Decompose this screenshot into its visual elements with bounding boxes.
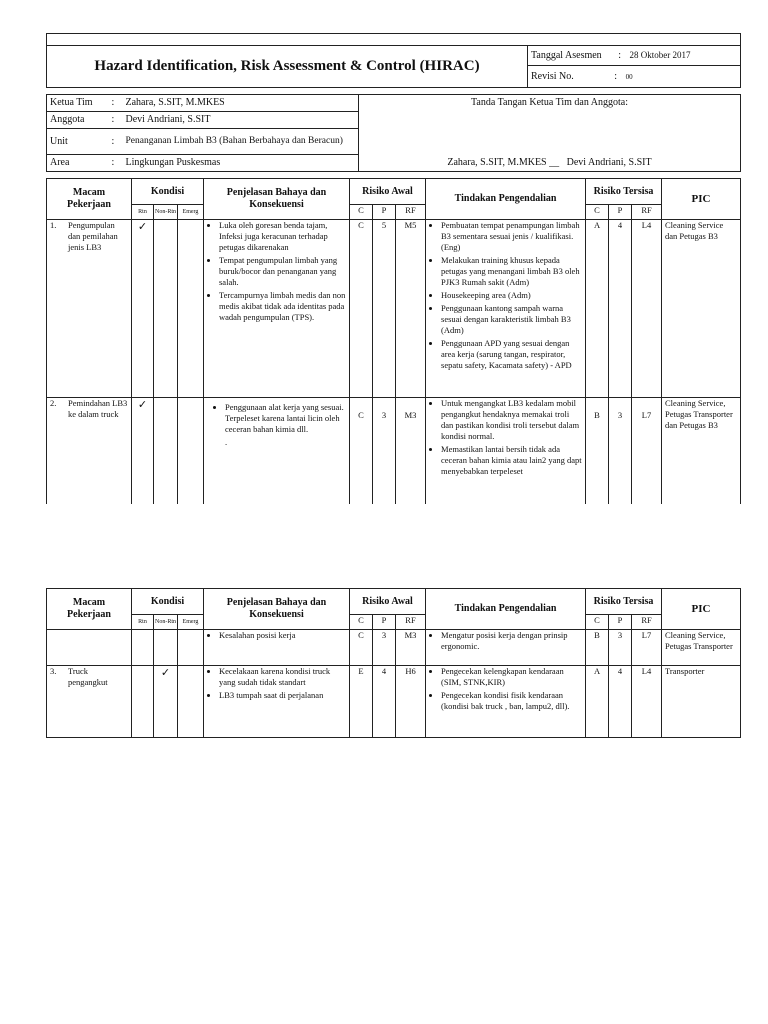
action-item: • Pembuatan tempat penampungan limbah B3 sementara sesuai jenis / kualifikasi. (Eng) [441,220,582,253]
macam-text: Pengumpulan dan pemilahan jenis LB3 [68,220,118,252]
action-item: • Penggunaan kantong sampah warna sesuai dengan karakteristik limbah B3 (Adm) [441,303,582,336]
hazard-item: • Kesalahan posisi kerja [219,630,346,641]
residual-rf: L7 [632,398,662,504]
hazard-cell [204,630,350,666]
ketua-label: Ketua Tim [47,95,109,112]
risk-rf: M5 [396,220,426,398]
emerg-cell [178,630,204,666]
row-number: 1. [50,220,57,230]
col-rf-tersisa: RF [632,615,662,630]
col-rf: RF [396,615,426,630]
anggota-value: Devi Andriani, S.SIT [123,112,359,129]
col-kondisi: Kondisi [132,589,204,615]
document-title: Hazard Identification, Risk Assessment & Control (HIRAC) [47,46,528,88]
risk-c: C [350,398,373,504]
col-p-tersisa: P [609,615,632,630]
col-penjelasan: Penjelasan Bahaya dan Konsekuensi [204,179,350,220]
pic-cell: Cleaning Service, Petugas Transporter [662,630,741,666]
col-c-tersisa: C [586,205,609,220]
revisi-colon: : [614,71,618,82]
risk-rf: M3 [396,398,426,504]
action-item: • Housekeeping area (Adm) [441,290,582,301]
col-emerg: Emerg [178,205,204,220]
action-cell [426,398,586,504]
non-rtn-cell [154,398,178,504]
residual-c: A [586,666,609,738]
signature-names: Zahara, S.SIT, M.MKES __ Devi Andriani, S.SIT [447,157,652,168]
col-p: P [373,205,396,220]
col-tindakan: Tindakan Pengendalian [426,179,586,220]
action-list [429,220,582,371]
macam-cell [47,220,132,398]
non-rtn-cell [154,220,178,398]
risk-rf: M3 [396,630,426,666]
unit-value: Penanganan Limbah B3 (Bahan Berbahaya dan Beracun) [123,129,359,155]
rtn-cell [132,666,154,738]
risk-c: C [350,220,373,398]
col-c: C [350,615,373,630]
table-row [47,666,741,738]
residual-p: 3 [609,630,632,666]
hazard-list [207,666,346,701]
hazard-cell [204,220,350,398]
residual-c: A [586,220,609,398]
col-pic: PIC [662,179,741,220]
residual-c: B [586,630,609,666]
header-table [46,33,741,88]
table-header [47,589,741,630]
col-emerg: Emerg [178,615,204,630]
col-macam: Macam Pekerjaan [47,589,132,630]
row-number: 3. [50,666,57,676]
macam-cell [47,666,132,738]
pic-cell: Cleaning Service dan Petugas B3 [662,220,741,398]
col-risiko-tersisa: Risiko Tersisa [586,589,662,615]
col-p: P [373,615,396,630]
hazard-item: • Luka oleh goresan benda tajam, Infeksi juga keracunan terhadap petugas dikarenakan [219,220,346,253]
col-rf: RF [396,205,426,220]
table-header [47,179,741,220]
tanggal-label: Tanggal Asesmen [531,50,602,61]
tanggal-asesmen [528,46,741,66]
col-non-rtn: Non-Rtn [154,205,178,220]
hazard-item: • LB3 tumpah saat di perjalanan [219,690,346,701]
check-non-rtn: ✓ [154,666,178,738]
check-rtn: ✓ [132,220,154,398]
risk-c: C [350,630,373,666]
non-rtn-cell [154,630,178,666]
risk-rf: H6 [396,666,426,738]
action-item: • Memastikan lantai bersih tidak ada ceceran bahan kimia atau lain2 yang dapt menyebabkan terpeleset [441,444,582,477]
signature-area [359,95,741,172]
col-rtn: Rtn [132,205,154,220]
residual-p: 4 [609,666,632,738]
check-rtn: ✓ [132,398,154,504]
hazard-list [207,402,346,435]
risk-p: 3 [373,630,396,666]
hazard-list [207,630,346,641]
area-colon: : [109,155,123,172]
hirac-table-page1 [46,178,741,504]
col-non-rtn: Non-Rtn [154,615,178,630]
col-risiko-awal: Risiko Awal [350,179,426,205]
ketua-colon: : [109,95,123,112]
area-value: Lingkungan Puskesmas [123,155,359,172]
hazard-item: • Tercampurnya limbah medis dan non medis akibat tidak ada identitas pada wadah pengumpulan (TPS). [219,290,346,323]
risk-p: 4 [373,666,396,738]
col-kondisi: Kondisi [132,179,204,205]
hazard-item: • Kecelakaan karena kondisi truck yang sudah tidak standart [219,666,346,688]
rtn-cell [132,630,154,666]
action-item: • Mengatur posisi kerja dengan prinsip ergonomic. [441,630,582,652]
area-label: Area [47,155,109,172]
col-pic: PIC [662,589,741,630]
hazard-item: • Penggunaan alat kerja yang sesuai. Terpeleset karena lantai licin oleh ceceran bahan kimia dll. [225,402,346,435]
col-risiko-tersisa: Risiko Tersisa [586,179,662,205]
hazard-extra: . [225,437,228,447]
action-list [429,666,582,712]
macam-text: Pemindahan LB3 ke dalam truck [68,398,128,419]
risk-p: 3 [373,398,396,504]
residual-rf: L4 [632,220,662,398]
unit-colon: : [109,129,123,155]
action-item: • Penggunaan APD yang sesuai dengan area kerja (sarung tangan, respirator, sepatu safety, Kacamata safety) - APD [441,338,582,371]
hirac-table-page2 [46,588,741,738]
macam-text: Truck pengangkut [68,666,108,687]
macam-cell [47,630,132,666]
row-number: 2. [50,398,57,408]
emerg-cell [178,398,204,504]
col-penjelasan: Penjelasan Bahaya dan Konsekuensi [204,589,350,630]
info-table [46,94,741,172]
hazard-cell [204,398,350,504]
action-cell [426,666,586,738]
hazard-item: • Tempat pengumpulan limbah yang buruk/bocor dan penanganan yang salah. [219,255,346,288]
revisi-no [528,66,741,88]
revisi-value: 00 [625,73,633,81]
action-item: • Melakukan training khusus kepada petugas yang menangani limbah B3 oleh PJK3 Rumah sakit (Adm) [441,255,582,288]
action-list [429,398,582,477]
table-row [47,398,741,504]
hazard-cell [204,666,350,738]
anggota-colon: : [109,112,123,129]
anggota-label: Anggota [47,112,109,129]
emerg-cell [178,666,204,738]
tanggal-colon: : [618,50,621,61]
residual-rf: L4 [632,666,662,738]
col-rtn: Rtn [132,615,154,630]
residual-rf: L7 [632,630,662,666]
col-tindakan: Tindakan Pengendalian [426,589,586,630]
signature-label: Tanda Tangan Ketua Tim dan Anggota: [470,97,628,108]
pic-cell: Transporter [662,666,741,738]
residual-c: B [586,398,609,504]
col-p-tersisa: P [609,205,632,220]
action-item: • Pengecekan kondisi fisik kendaraan (kondisi bak truck , ban, lampu2, dll). [441,690,582,712]
table-row [47,220,741,398]
header-top-strip [47,34,741,46]
table-row [47,630,741,666]
residual-p: 3 [609,398,632,504]
col-risiko-awal: Risiko Awal [350,589,426,615]
pic-cell: Cleaning Service, Petugas Transporter dan Petugas B3 [662,398,741,504]
macam-cell [47,398,132,504]
tanggal-value: 28 Oktober 2017 [629,50,691,60]
risk-p: 5 [373,220,396,398]
col-rf-tersisa: RF [632,205,662,220]
ketua-value: Zahara, S.SIT, M.MKES [123,95,359,112]
action-cell [426,220,586,398]
col-c: C [350,205,373,220]
action-item: • Untuk mengangkat LB3 kedalam mobil pengangkut hendaknya memakai troli dan pastikan kondisi troli tersebut dalam kondisi normal. [441,398,582,442]
emerg-cell [178,220,204,398]
action-list [429,630,582,652]
unit-label: Unit [47,129,109,155]
col-macam: Macam Pekerjaan [47,179,132,220]
residual-p: 4 [609,220,632,398]
col-c-tersisa: C [586,615,609,630]
revisi-label: Revisi No. [531,71,574,82]
action-item: • Pengecekan kelengkapan kendaraan (SIM, STNK,KIR) [441,666,582,688]
hazard-list [207,220,346,323]
action-cell [426,630,586,666]
risk-c: E [350,666,373,738]
